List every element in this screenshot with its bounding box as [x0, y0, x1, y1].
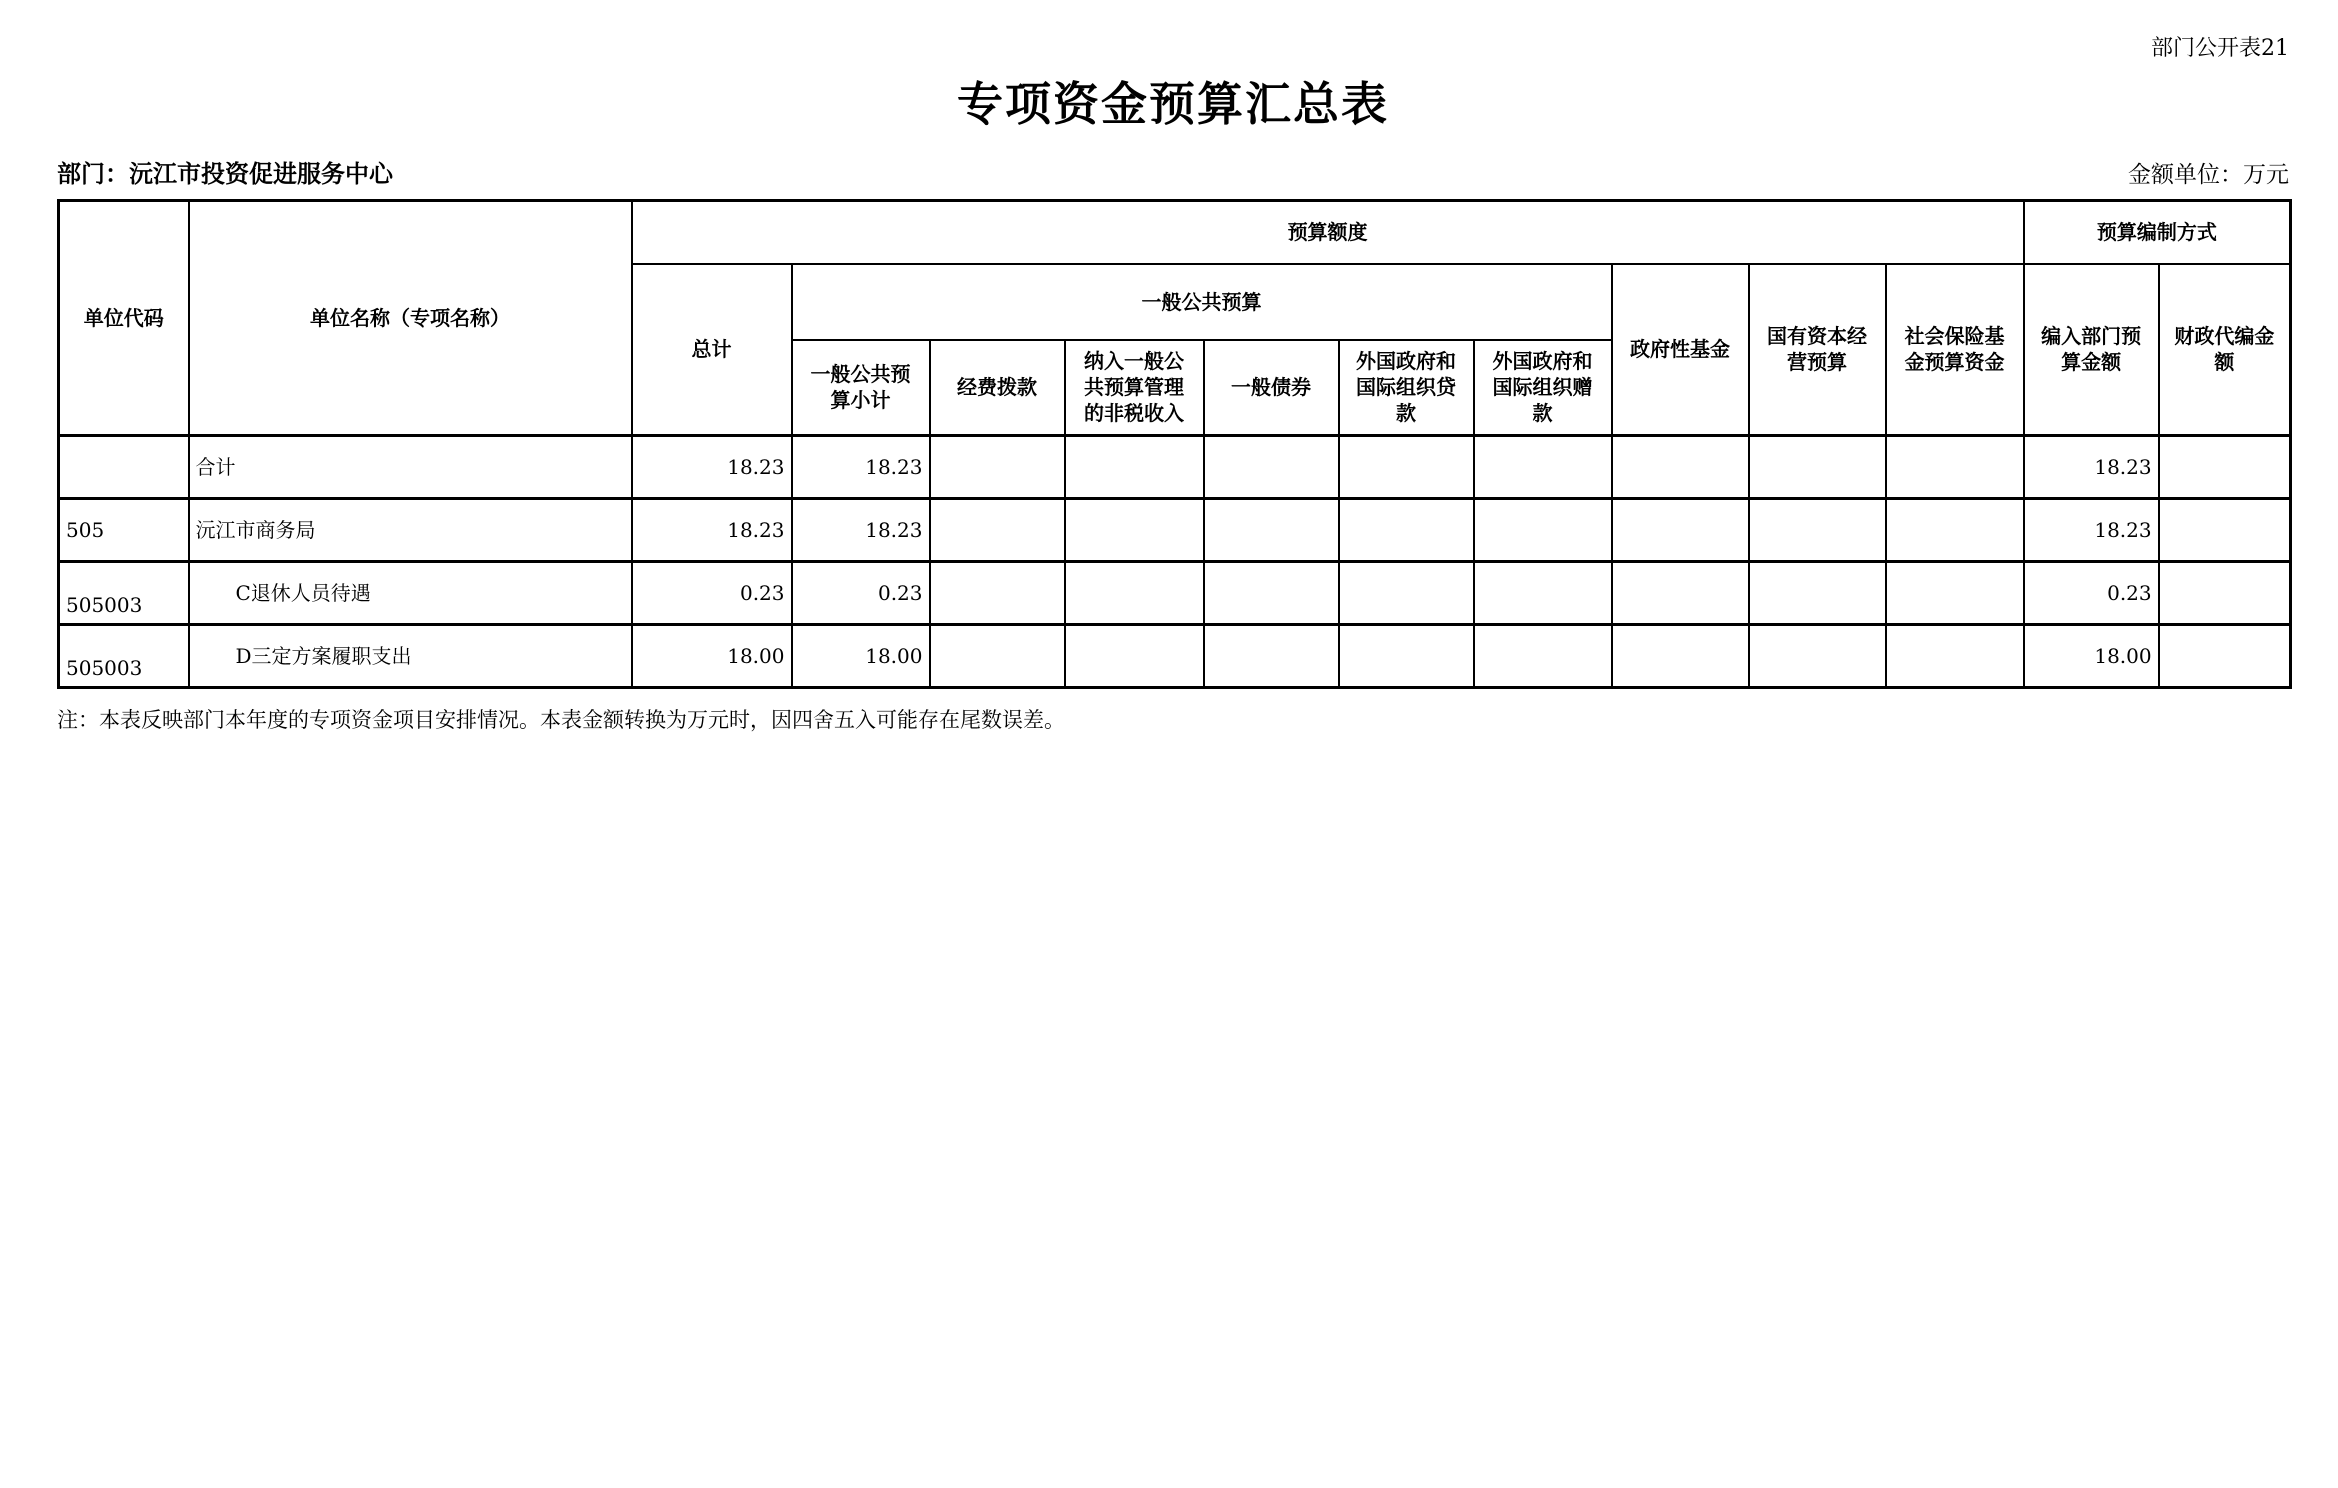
header-gov-fund: 政府性基金 — [1612, 264, 1749, 436]
cell-gpb-subtotal: 18.00 — [792, 625, 930, 688]
cell-social-insurance — [1886, 562, 2024, 625]
cell-gov-fund — [1612, 499, 1749, 562]
cell-state-capital — [1749, 625, 1886, 688]
cell-fiscal-amount — [2159, 625, 2291, 688]
header-nontax-income: 纳入一般公共预算管理的非税收入 — [1065, 340, 1204, 436]
cell-unit-code: 505003 — [59, 625, 189, 688]
cell-total: 18.23 — [632, 436, 792, 499]
table-body — [59, 436, 2291, 688]
cell-unit-name: 沅江市商务局 — [189, 499, 632, 562]
header-gpb-subtotal: 一般公共预算小计 — [792, 340, 930, 436]
cell-dept-amount: 18.23 — [2024, 436, 2159, 499]
table-row-total — [59, 436, 2291, 499]
cell-bonds — [1204, 625, 1339, 688]
cell-gpb-subtotal: 0.23 — [792, 562, 930, 625]
cell-fiscal-amount — [2159, 436, 2291, 499]
cell-bonds — [1204, 436, 1339, 499]
cell-state-capital — [1749, 436, 1886, 499]
cell-funding — [930, 436, 1065, 499]
header-unit-name: 单位名称（专项名称） — [189, 201, 632, 436]
amount-unit-label: 金额单位：万元 — [2128, 162, 2289, 188]
header-total: 总计 — [632, 264, 792, 436]
cell-unit-code: 505003 — [59, 562, 189, 625]
cell-nontax — [1065, 562, 1204, 625]
table-row-retiree — [59, 562, 2291, 625]
header-fiscal-agency-amount: 财政代编金额 — [2159, 264, 2291, 436]
budget-table — [57, 199, 2292, 689]
cell-unit-name: D三定方案履职支出 — [189, 625, 632, 688]
cell-total: 18.23 — [632, 499, 792, 562]
cell-fiscal-amount — [2159, 499, 2291, 562]
table-header — [59, 201, 2291, 436]
cell-unit-code — [59, 436, 189, 499]
doc-label: 部门公开表21 — [2151, 36, 2289, 61]
header-budget-quota-group: 预算额度 — [632, 201, 2024, 264]
cell-foreign-loans — [1339, 562, 1474, 625]
cell-gpb-subtotal: 18.23 — [792, 499, 930, 562]
cell-unit-code: 505 — [59, 499, 189, 562]
header-general-bonds: 一般债券 — [1204, 340, 1339, 436]
cell-foreign-grants — [1474, 499, 1612, 562]
cell-foreign-grants — [1474, 562, 1612, 625]
cell-unit-name: 合计 — [189, 436, 632, 499]
header-general-public-budget-group: 一般公共预算 — [792, 264, 1612, 340]
cell-foreign-grants — [1474, 625, 1612, 688]
header-social-insurance-fund: 社会保险基金预算资金 — [1886, 264, 2024, 436]
header-budget-method-group: 预算编制方式 — [2024, 201, 2291, 264]
header-unit-code: 单位代码 — [59, 201, 189, 436]
cell-foreign-loans — [1339, 436, 1474, 499]
department-label: 部门：沅江市投资促进服务中心 — [57, 159, 393, 188]
cell-total: 18.00 — [632, 625, 792, 688]
cell-nontax — [1065, 625, 1204, 688]
page-title: 专项资金预算汇总表 — [957, 77, 1389, 131]
cell-nontax — [1065, 436, 1204, 499]
cell-funding — [930, 499, 1065, 562]
cell-foreign-loans — [1339, 625, 1474, 688]
cell-unit-name: C退休人员待遇 — [189, 562, 632, 625]
cell-bonds — [1204, 562, 1339, 625]
cell-fiscal-amount — [2159, 562, 2291, 625]
cell-bonds — [1204, 499, 1339, 562]
header-dept-budget-amount: 编入部门预算金额 — [2024, 264, 2159, 436]
cell-nontax — [1065, 499, 1204, 562]
header-state-capital-budget: 国有资本经营预算 — [1749, 264, 1886, 436]
cell-total: 0.23 — [632, 562, 792, 625]
cell-dept-amount: 0.23 — [2024, 562, 2159, 625]
cell-foreign-grants — [1474, 436, 1612, 499]
cell-funding — [930, 562, 1065, 625]
cell-gpb-subtotal: 18.23 — [792, 436, 930, 499]
header-foreign-gov-grants: 外国政府和国际组织赠款 — [1474, 340, 1612, 436]
table-row-bureau — [59, 499, 2291, 562]
cell-state-capital — [1749, 499, 1886, 562]
header-foreign-gov-loans: 外国政府和国际组织贷款 — [1339, 340, 1474, 436]
cell-social-insurance — [1886, 625, 2024, 688]
cell-foreign-loans — [1339, 499, 1474, 562]
cell-social-insurance — [1886, 436, 2024, 499]
subhead-row — [57, 154, 2289, 189]
cell-gov-fund — [1612, 436, 1749, 499]
cell-funding — [930, 625, 1065, 688]
cell-dept-amount: 18.00 — [2024, 625, 2159, 688]
footnote: 注：本表反映部门本年度的专项资金项目安排情况。本表金额转换为万元时，因四舍五入可能存在尾数误差。 — [57, 708, 1065, 732]
content-area — [57, 0, 2289, 733]
cell-dept-amount: 18.23 — [2024, 499, 2159, 562]
cell-gov-fund — [1612, 562, 1749, 625]
cell-gov-fund — [1612, 625, 1749, 688]
table-row-duty-expense — [59, 625, 2291, 688]
cell-state-capital — [1749, 562, 1886, 625]
cell-social-insurance — [1886, 499, 2024, 562]
header-funding-appropriation: 经费拨款 — [930, 340, 1065, 436]
